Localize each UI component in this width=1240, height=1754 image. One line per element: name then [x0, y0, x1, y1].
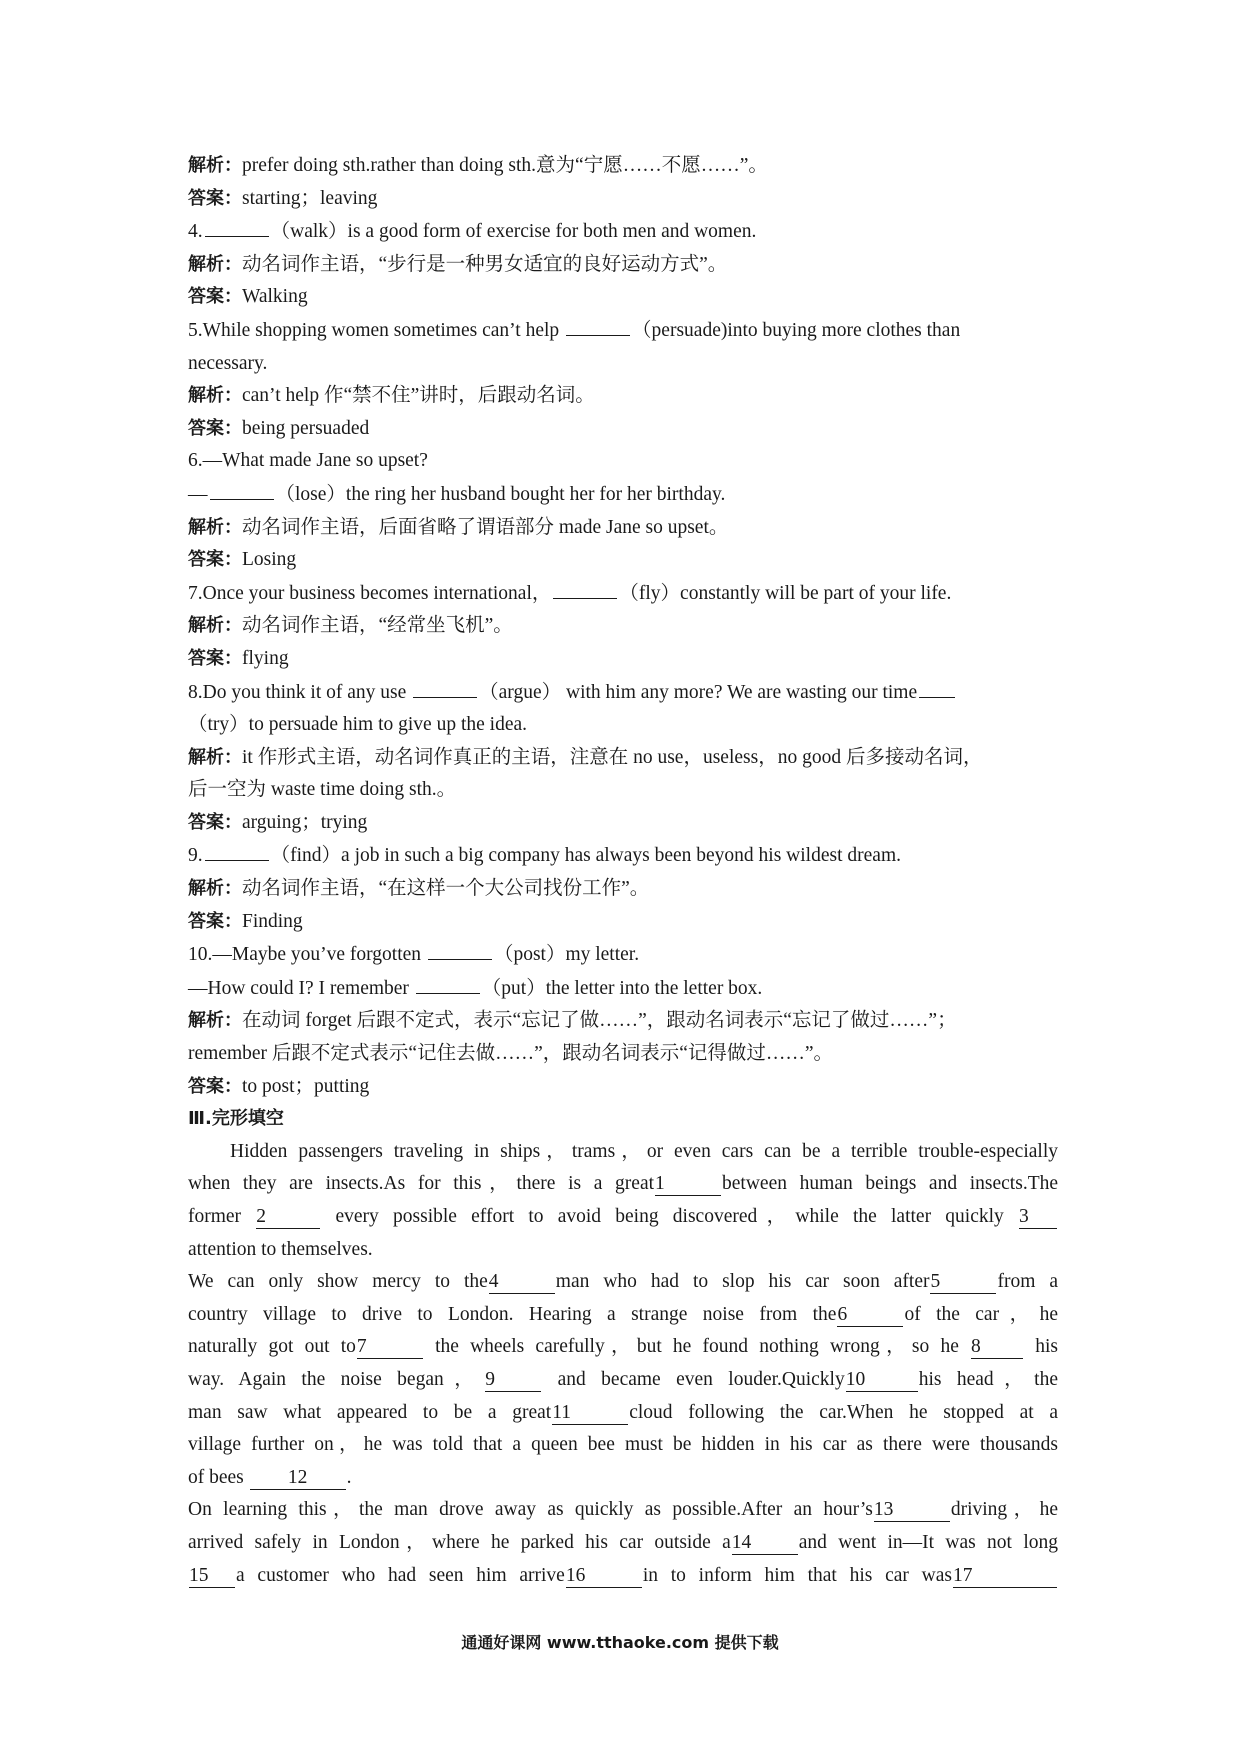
- q8-answer: 答案：arguing；trying: [188, 811, 368, 833]
- q9-answer: 答案：Finding: [188, 910, 303, 932]
- q10-response: —How could I? I remember （put）the letter into the letter box.: [188, 972, 1058, 1006]
- cloze-line: when they are insects.As for this，there is a great1 between human beings and insects.The: [188, 1173, 1059, 1195]
- q4-question: 4. （walk）is a good form of exercise for both men and women.: [188, 215, 1058, 249]
- cloze-blank: 9: [485, 1369, 541, 1392]
- cloze-blank: 13: [874, 1499, 950, 1522]
- q5-question: 5.While shopping women sometimes can’t help （persuade)into buying more clothes than: [188, 314, 1058, 348]
- cloze-line: attention to themselves.: [188, 1238, 373, 1260]
- cloze-blank: 16: [566, 1565, 642, 1588]
- cloze-line: naturally got out to7 the wheels carefully，but he found nothing wrong，so he 8 his: [188, 1336, 1058, 1358]
- answer-blank: [428, 938, 492, 960]
- cloze-line: village further on，he was told that a queen bee must be hidden in his car as there were thousands: [188, 1434, 1058, 1456]
- answer-blank: [553, 577, 617, 599]
- q4-analysis: 解析：动名词作主语，“步行是一种男女适宜的良好运动方式”。: [188, 253, 728, 275]
- cloze-blank: 17: [953, 1565, 1057, 1588]
- q7-analysis: 解析：动名词作主语，“经常坐飞机”。: [188, 615, 513, 637]
- cloze-line: of bees 12 .: [188, 1466, 352, 1488]
- answer-blank: [210, 478, 274, 500]
- cloze-line: 15 a customer who had seen him arrive16 in to inform him that his car was17: [188, 1560, 1058, 1593]
- q6-answer: 答案：Losing: [188, 549, 297, 571]
- cloze-line: way. Again the noise began，9 and became even louder.Quickly10 his head，the: [188, 1368, 1058, 1390]
- document-body: [188, 150, 1058, 1592]
- answer-blank: [413, 676, 477, 698]
- q9-question: 9. （find）a job in such a big company has always been beyond his wildest dream.: [188, 839, 1058, 873]
- q5-analysis: 解析：can’t help 作“禁不住”讲时，后跟动名词。: [188, 385, 595, 407]
- answer-label: 答案：: [188, 187, 242, 209]
- q3-analysis: 解析：prefer doing sth.rather than doing sth.意为“宁愿……不愿……”。: [188, 155, 768, 176]
- q5-answer: 答案：being persuaded: [188, 417, 370, 439]
- cloze-blank: 2: [256, 1206, 320, 1229]
- q6-analysis: 解析：动名词作主语，后面省略了谓语部分 made Jane so upset。: [188, 516, 729, 538]
- cloze-blank: 8: [971, 1336, 1023, 1359]
- cloze-blank: 7: [357, 1336, 423, 1359]
- answer-blank: [566, 314, 630, 336]
- q8-analysis-cont: 后一空为 waste time doing sth.。: [188, 779, 457, 801]
- answer-blank: [205, 215, 269, 237]
- cloze-blank: 1: [655, 1173, 721, 1196]
- cloze-blank: 10: [846, 1369, 918, 1392]
- cloze-blank: 3: [1019, 1206, 1057, 1229]
- answer-blank: [919, 676, 955, 698]
- cloze-line: country village to drive to London. Hearing a strange noise from the6 of the car，he: [188, 1303, 1058, 1325]
- q9-analysis: 解析：动名词作主语，“在这样一个大公司找份工作”。: [188, 878, 650, 900]
- cloze-blank: 12: [250, 1467, 346, 1490]
- q10-analysis-cont: remember 后跟不定式表示“记住去做……”，跟动名词表示“记得做过……”。: [188, 1043, 834, 1065]
- answer-blank: [416, 972, 480, 994]
- q8-question: 8.Do you think it of any use （argue） with him any more? We are wasting our time: [188, 676, 1058, 710]
- q5-question-cont: necessary.: [188, 352, 268, 374]
- cloze-blank: 5: [930, 1271, 996, 1294]
- section-heading: Ⅲ.完形填空: [188, 1108, 284, 1130]
- cloze-blank: 6: [837, 1304, 903, 1327]
- cloze-blank: 4: [489, 1271, 555, 1294]
- cloze-line: arrived safely in London，where he parked his car outside a14 and went in—It was not long: [188, 1531, 1058, 1553]
- cloze-line: We can only show mercy to the4 man who had to slop his car soon after5 from a: [188, 1271, 1058, 1293]
- q4-answer: 答案：Walking: [188, 286, 308, 308]
- q8-question-cont: （try）to persuade him to give up the idea.: [188, 714, 528, 736]
- cloze-blank: 11: [552, 1402, 628, 1425]
- q8-analysis: 解析：it 作形式主语，动名词作真正的主语，注意在 no use，useless，no good 后多接动名词，: [188, 746, 983, 768]
- cloze-blank: 15: [189, 1565, 235, 1588]
- analysis-label: 解析：: [188, 155, 242, 176]
- cloze-line: former 2 every possible effort to avoid being discovered，while the latter quickly 3: [188, 1201, 1058, 1234]
- q10-analysis: 解析：在动词 forget 后跟不定式，表示“忘记了做……”，跟动名词表示“忘记了做过……”；: [188, 1010, 957, 1032]
- cloze-blank: 14: [732, 1532, 798, 1555]
- q3-answer: 答案：starting；leaving: [188, 187, 378, 209]
- q6-question: 6.—What made Jane so upset?: [188, 450, 428, 472]
- q10-question: 10.—Maybe you’ve forgotten （post）my letter.: [188, 938, 1058, 972]
- cloze-line: man saw what appeared to be a great11 cloud following the car.When he stopped at a: [188, 1401, 1058, 1423]
- page-footer: 通通好课网 www.tthaoke.com 提供下载: [461, 1633, 779, 1652]
- cloze-line: Hidden passengers traveling in ships，trams，or even cars can be a terrible trouble-especially: [230, 1140, 1058, 1162]
- cloze-line: On learning this，the man drove away as quickly as possible.After an hour’s13 driving，he: [188, 1499, 1059, 1521]
- q6-response: — （lose）the ring her husband bought her for her birthday.: [188, 478, 1058, 512]
- q7-answer: 答案：flying: [188, 647, 289, 669]
- answer-blank: [205, 839, 269, 861]
- q7-question: 7.Once your business becomes international， （fly）constantly will be part of your life.: [188, 577, 1058, 611]
- q10-answer: 答案：to post；putting: [188, 1075, 370, 1097]
